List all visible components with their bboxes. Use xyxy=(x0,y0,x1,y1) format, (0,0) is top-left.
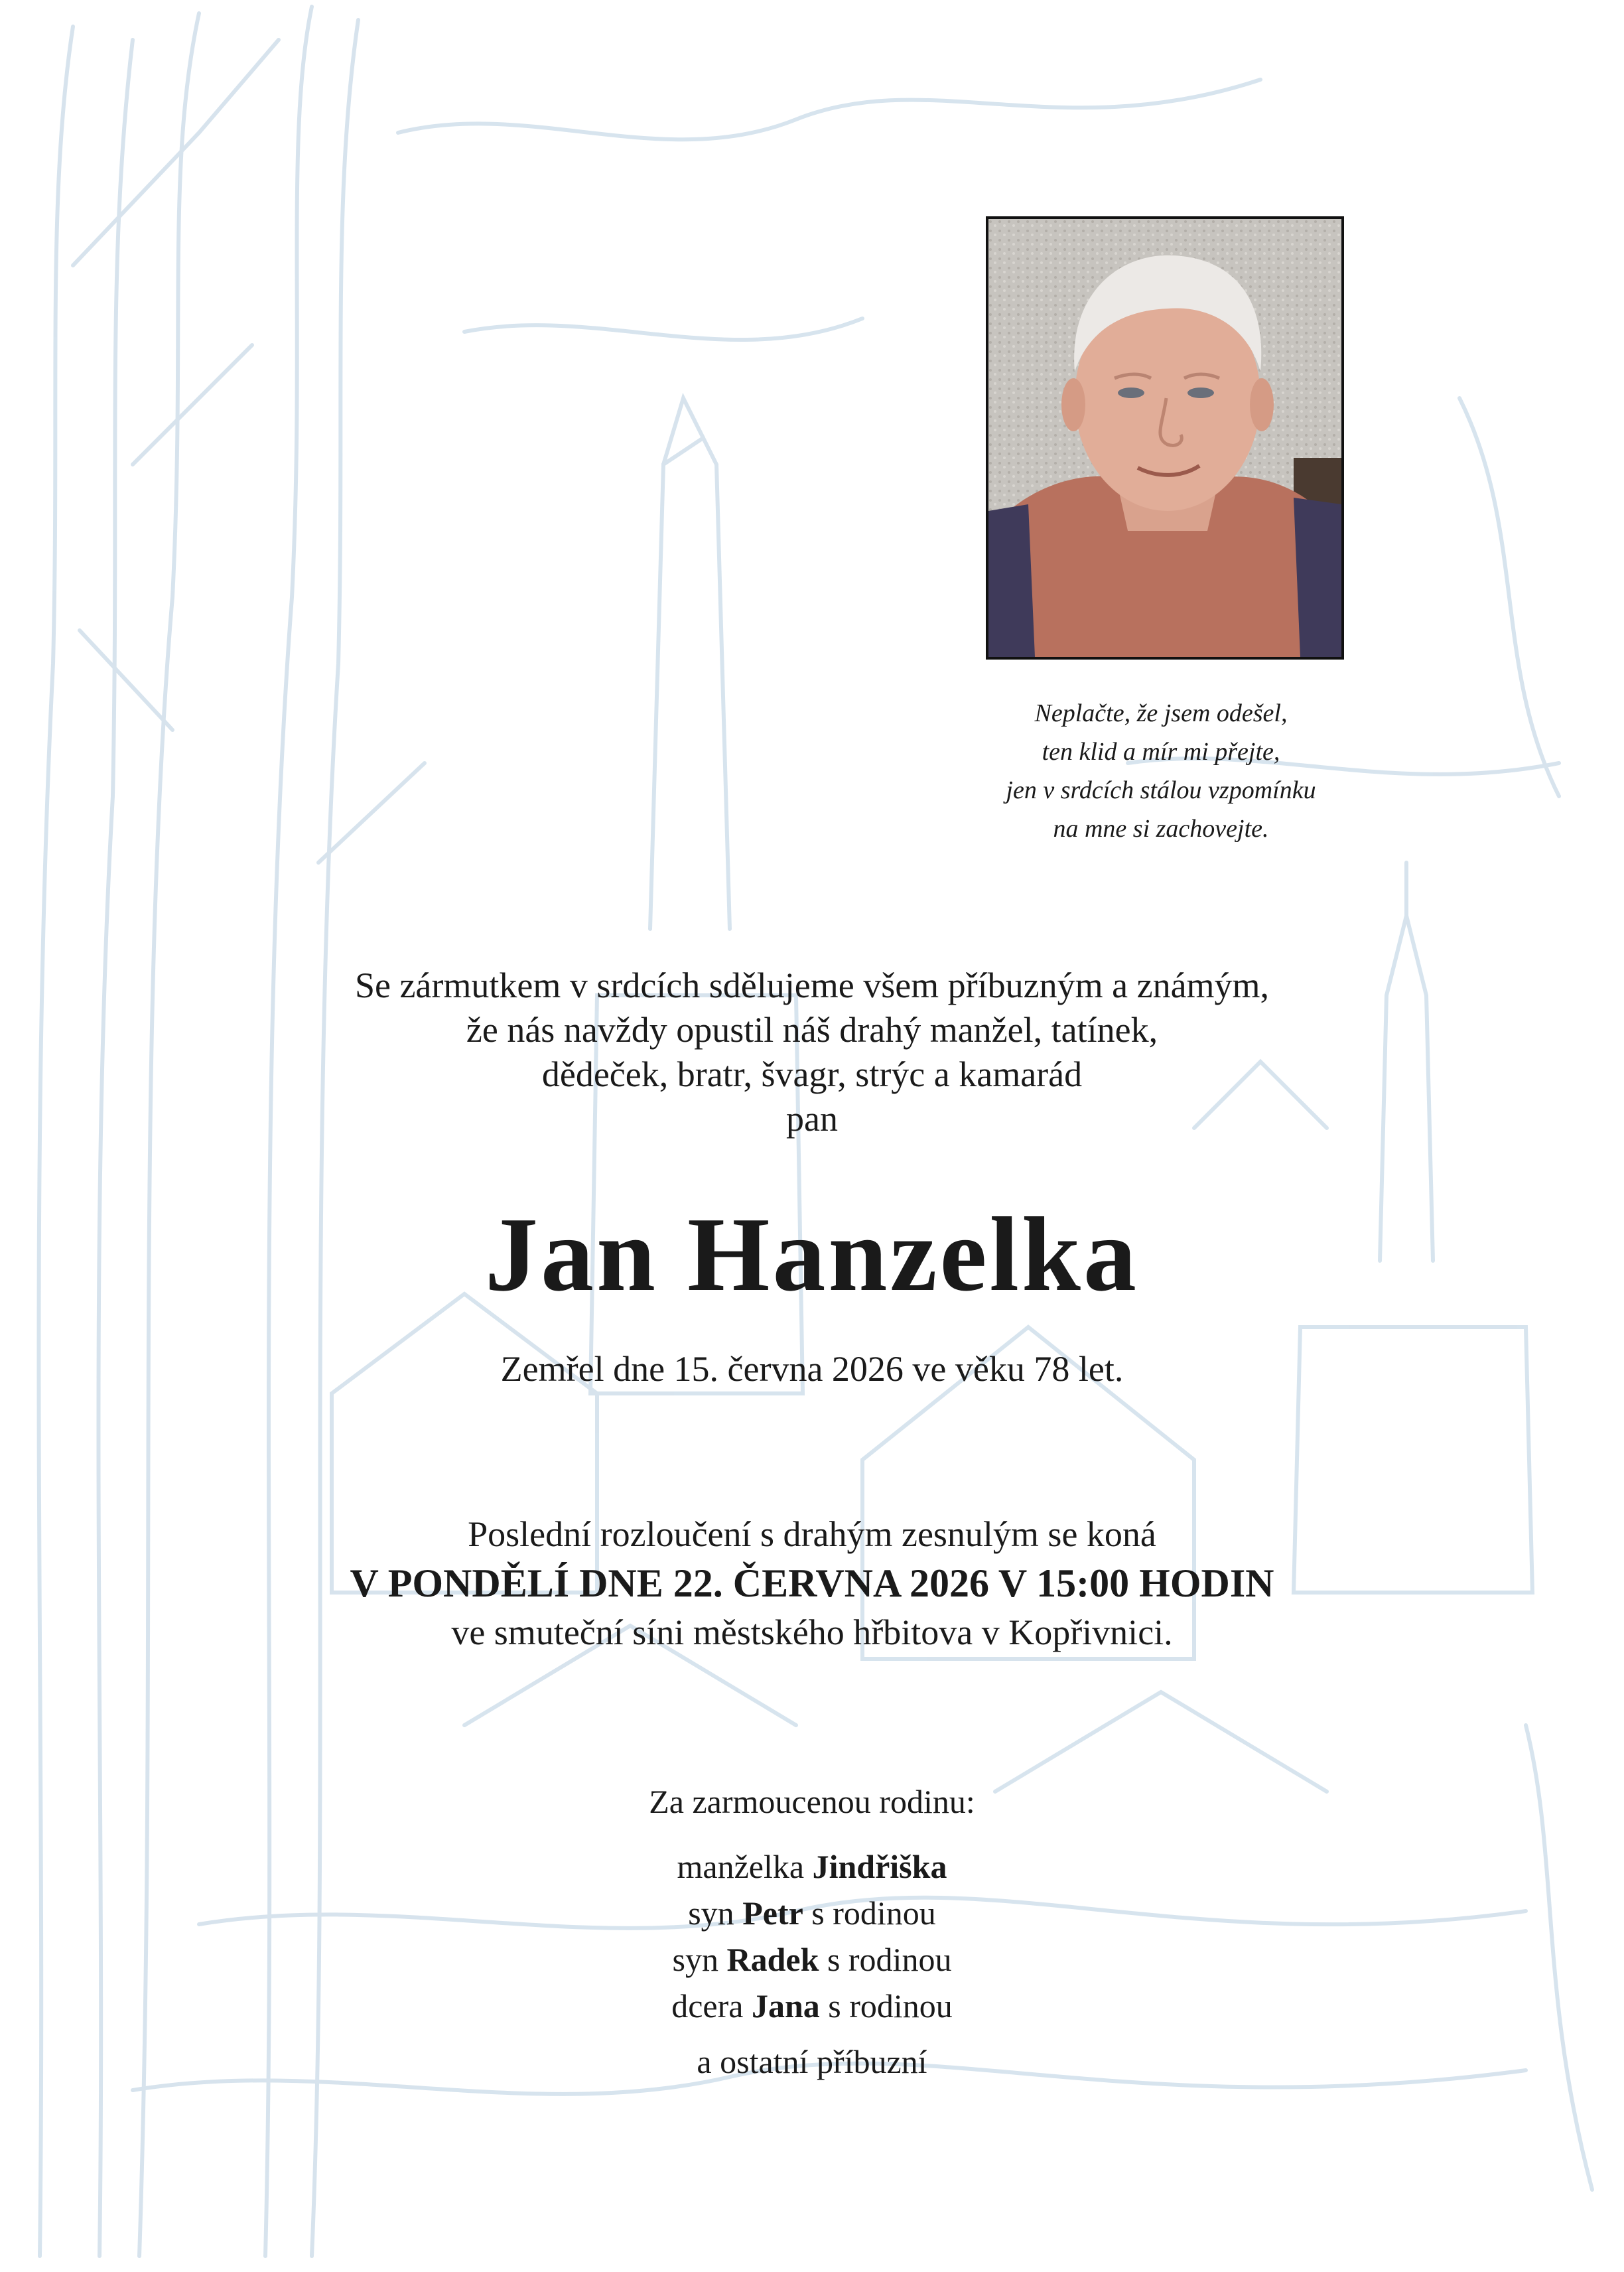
death-date-line: Zemřel dne 15. června 2026 ve věku 78 let. xyxy=(500,1349,1124,1389)
family-member xyxy=(414,1890,1210,1936)
family-signature xyxy=(414,1778,1210,2085)
announcement-intro xyxy=(149,963,1475,1141)
member-suffix: s rodinou xyxy=(828,1987,953,2024)
intro-line: že nás navždy opustil náš drahý manžel, tatínek, xyxy=(466,1010,1158,1050)
funeral-datetime: V PONDĚLÍ DNE 22. ČERVNA 2026 V 15:00 HODIN xyxy=(350,1561,1274,1605)
member-name: Jindřiška xyxy=(812,1848,947,1885)
family-member xyxy=(414,1843,1210,1890)
member-relation: dcera xyxy=(671,1987,744,2024)
family-member xyxy=(414,1983,1210,2029)
member-name: Petr xyxy=(742,1894,803,1932)
funeral-venue: ve smuteční síni městského hřbitova v Kopřivnici. xyxy=(451,1612,1173,1652)
member-relation: syn xyxy=(688,1894,734,1932)
member-suffix: s rodinou xyxy=(827,1941,952,1978)
member-relation: syn xyxy=(672,1941,719,1978)
poem-line: Neplačte, že jsem odešel, xyxy=(1034,699,1288,727)
funeral-line: Poslední rozloučení s drahým zesnulým se koná xyxy=(468,1514,1156,1554)
family-others: a ostatní příbuzní xyxy=(697,2043,927,2080)
member-name: Radek xyxy=(726,1941,819,1978)
poem-line: jen v srdcích stálou vzpomínku xyxy=(1006,776,1316,804)
family-heading: Za zarmoucenou rodinu: xyxy=(649,1783,975,1820)
memorial-poem xyxy=(915,694,1406,848)
member-name: Jana xyxy=(751,1987,820,2024)
poem-line: na mne si zachovejte. xyxy=(1053,815,1269,843)
member-suffix: s rodinou xyxy=(811,1894,936,1932)
poem-line: ten klid a mír mi přejte, xyxy=(1042,738,1280,766)
member-relation: manželka xyxy=(677,1848,805,1885)
family-member xyxy=(414,1936,1210,1983)
intro-line: Se zármutkem v srdcích sdělujeme všem příbuzným a známým, xyxy=(354,965,1270,1005)
portrait-photo xyxy=(986,216,1344,660)
funeral-info xyxy=(82,1510,1542,1656)
intro-line: pan xyxy=(786,1099,838,1139)
deceased-name: Jan Hanzelka xyxy=(485,1195,1139,1313)
intro-line: dědeček, bratr, švagr, strýc a kamarád xyxy=(541,1054,1083,1094)
